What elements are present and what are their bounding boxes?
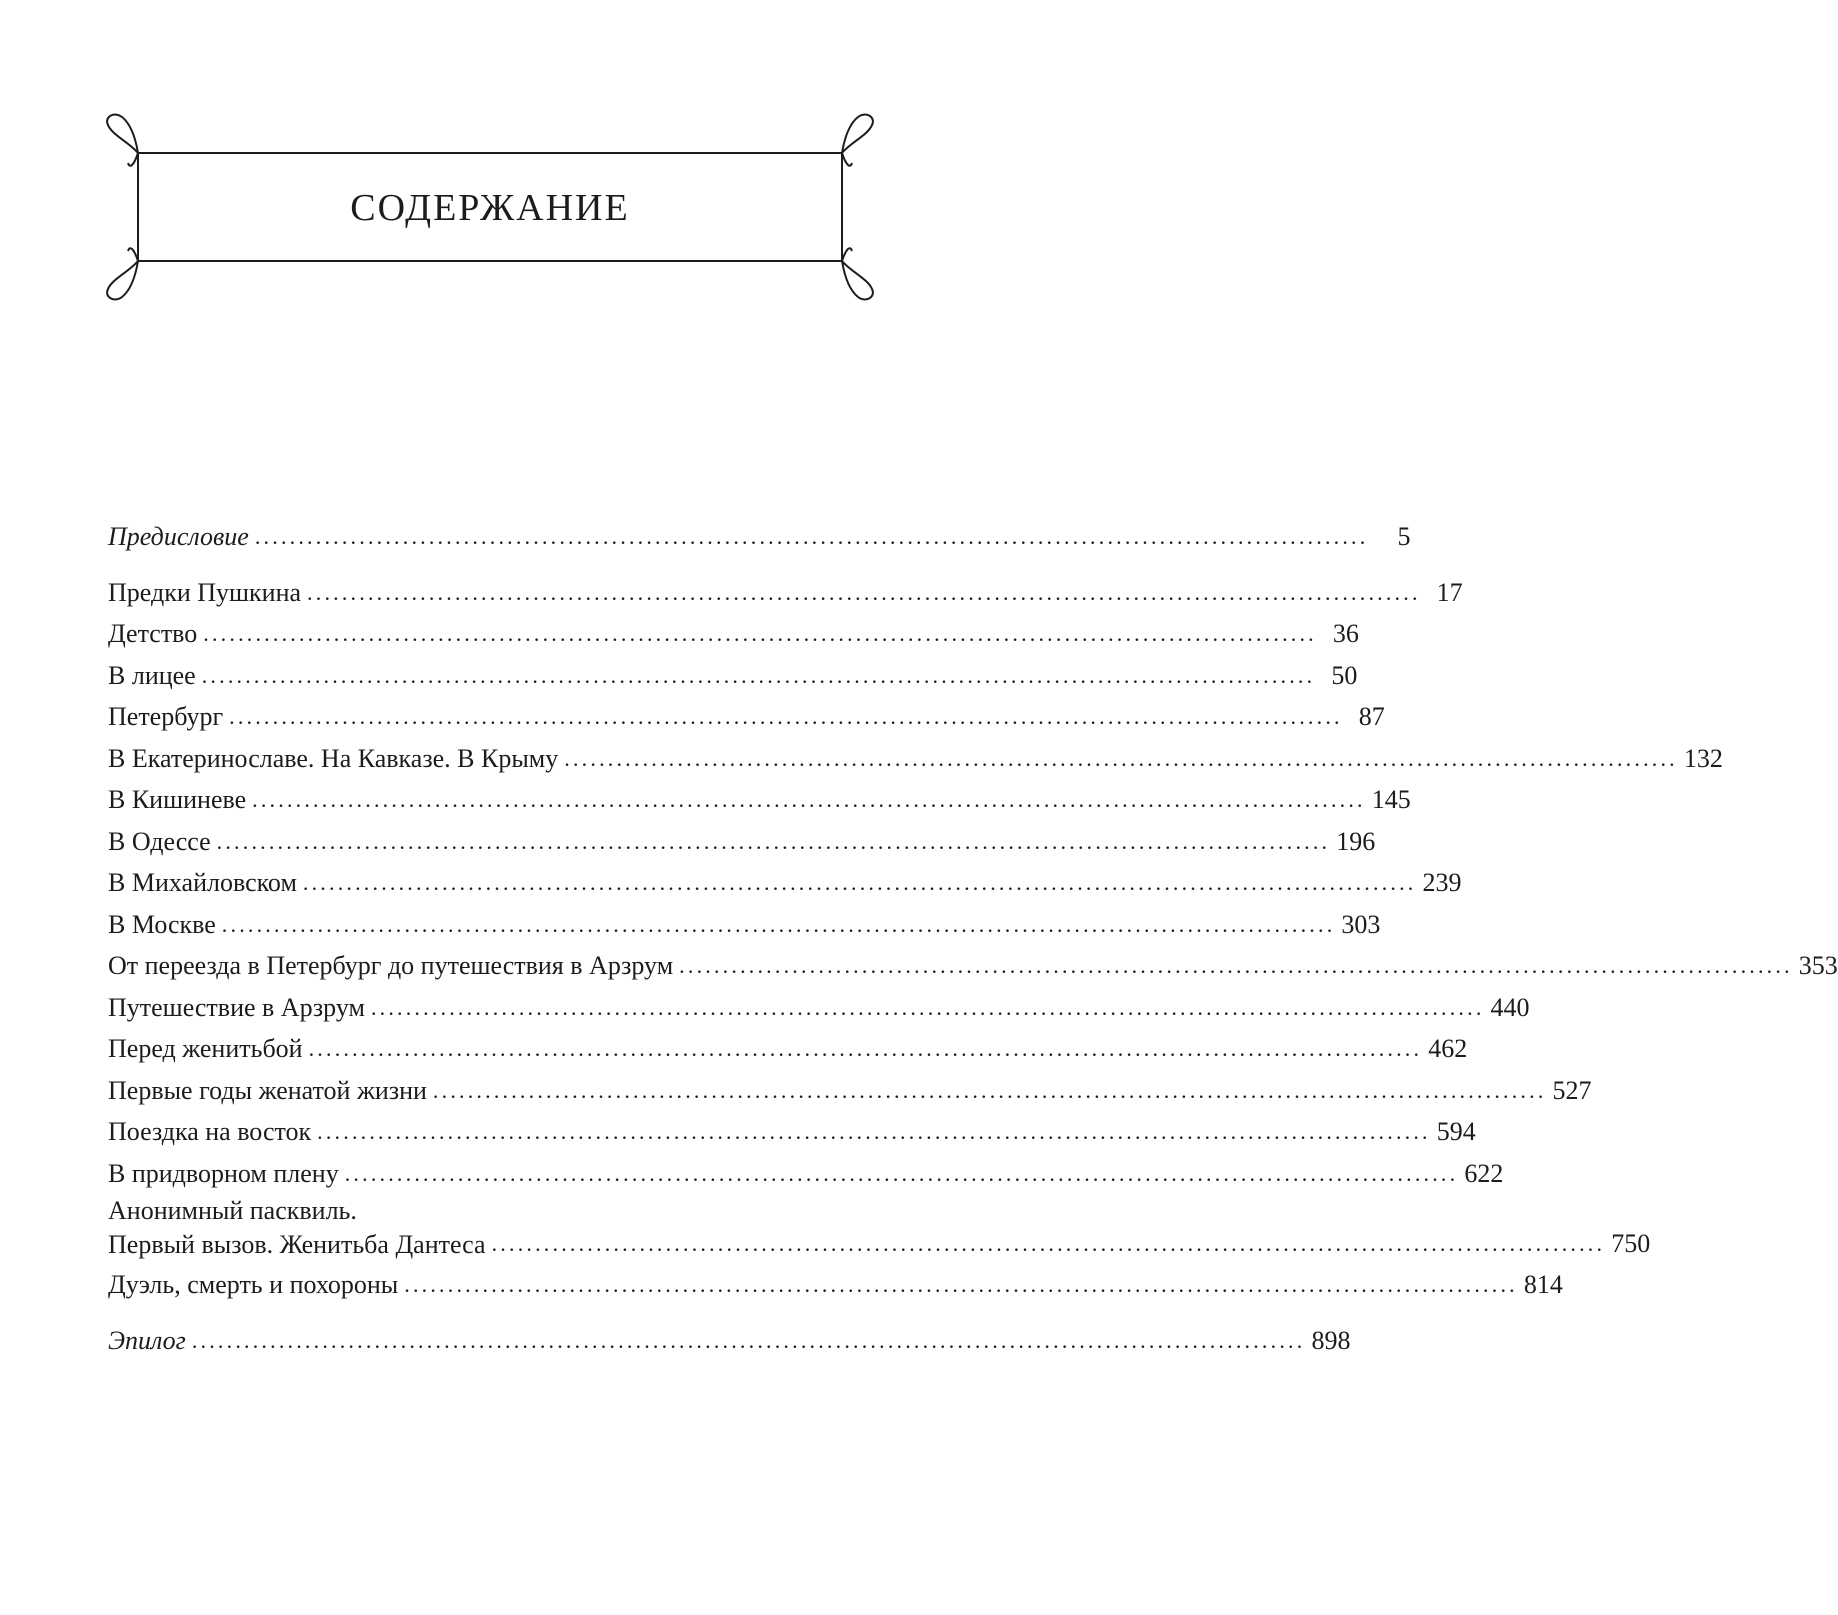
toc-entry[interactable]	[108, 987, 1530, 1029]
toc-entry-title: В Москве	[108, 909, 216, 939]
toc-entry-title: В лицее	[108, 660, 196, 690]
toc-entry-page: 239	[1422, 868, 1462, 897]
toc-entry-title: В Екатеринославе. На Кавказе. В Крыму	[108, 743, 559, 773]
toc-entry-page: 17	[1436, 577, 1463, 607]
toc-entry[interactable]	[108, 1028, 1468, 1070]
toc-entry-page: 440	[1490, 992, 1530, 1022]
toc-entry[interactable]	[108, 821, 1376, 863]
dot-leader: ................................................................................................................................	[317, 1119, 1431, 1144]
table-of-contents	[108, 516, 1838, 1361]
toc-entry[interactable]	[108, 572, 1463, 614]
toc-entry-page: 353	[1798, 951, 1838, 980]
toc-entry[interactable]	[108, 1070, 1592, 1112]
toc-entry-preface[interactable]	[108, 516, 1411, 558]
toc-entry[interactable]	[108, 1264, 1563, 1306]
toc-entry-title: В Михайловском	[108, 868, 297, 897]
dot-leader: ................................................................................................................................	[564, 745, 1678, 771]
toc-entry-title: В придворном плену	[108, 1158, 339, 1188]
toc-entry-page: 462	[1428, 1034, 1468, 1063]
toc-entry-page: 622	[1464, 1158, 1504, 1188]
toc-entry-title: В Одессе	[108, 826, 211, 856]
toc-entry-page: 5	[1397, 522, 1411, 551]
dot-leader: ................................................................................................................................	[252, 787, 1366, 812]
dot-leader: ................................................................................................................................	[302, 870, 1417, 895]
dot-leader: ................................................................................................................................	[221, 911, 1336, 937]
dot-leader: ................................................................................................................................	[203, 621, 1317, 646]
toc-entry-title: Дуэль, смерть и похороны	[108, 1270, 399, 1299]
page-title: СОДЕРЖАНИЕ	[350, 187, 630, 229]
toc-entry[interactable]	[108, 696, 1385, 738]
toc-entry-page: 527	[1552, 1075, 1592, 1105]
toc-entry-page: 87	[1358, 702, 1385, 731]
toc-entry[interactable]	[108, 1111, 1476, 1153]
toc-entry-page: 898	[1311, 1325, 1351, 1355]
toc-entry-page: 750	[1611, 1228, 1651, 1258]
toc-entry-title: Поездка на восток	[108, 1117, 312, 1146]
toc-entry[interactable]	[108, 1194, 1651, 1264]
toc-entry[interactable]	[108, 779, 1411, 821]
toc-entry-title: Предки Пушкина	[108, 577, 302, 607]
toc-entry[interactable]	[108, 655, 1358, 697]
dot-leader: ................................................................................................................................	[191, 1327, 1306, 1353]
dot-leader: ................................................................................................................................	[216, 828, 1331, 854]
dot-leader: ................................................................................................................................	[308, 1036, 1423, 1061]
dot-leader: ................................................................................................................................	[370, 994, 1485, 1020]
dot-leader: ................................................................................................................................	[491, 1230, 1606, 1256]
toc-entry[interactable]	[108, 945, 1838, 987]
toc-entry-title: Детство	[108, 619, 198, 648]
toc-entry-page: 814	[1523, 1270, 1563, 1299]
dot-leader: ................................................................................................................................	[254, 524, 1369, 549]
toc-entry-title	[108, 1194, 486, 1264]
toc-entry-title: От переезда в Петербург до путешествия в Арзрум	[108, 951, 674, 980]
toc-entry-title: Первые годы женатой жизни	[108, 1075, 427, 1105]
dot-leader: ................................................................................................................................	[679, 953, 1793, 978]
toc-entry-title: Эпилог	[108, 1325, 186, 1355]
toc-entry-title: Петербург	[108, 702, 224, 731]
dot-leader: ................................................................................................................................	[307, 579, 1421, 605]
toc-entry-page: 50	[1331, 660, 1358, 690]
dot-leader: ................................................................................................................................	[432, 1077, 1547, 1103]
dot-leader: ................................................................................................................................	[344, 1160, 1459, 1186]
toc-entry-title-line: Анонимный пасквиль.	[108, 1196, 357, 1225]
toc-entry[interactable]	[108, 613, 1359, 655]
toc-entry-page: 594	[1436, 1117, 1476, 1146]
toc-entry[interactable]	[108, 904, 1381, 946]
dot-leader: ................................................................................................................................	[229, 704, 1343, 729]
title-frame	[100, 115, 880, 315]
toc-entry[interactable]	[108, 862, 1462, 904]
toc-entry-title: Путешествие в Арзрум	[108, 992, 365, 1022]
toc-entry-page: 132	[1683, 743, 1723, 773]
toc-entry-title-line: Первый вызов. Женитьба Дантеса	[108, 1230, 486, 1259]
toc-entry-title: Перед женитьбой	[108, 1034, 303, 1063]
toc-entry[interactable]	[108, 738, 1723, 780]
toc-entry-page: 36	[1332, 619, 1359, 648]
toc-entry-title: Предисловие	[108, 522, 249, 551]
dot-leader: ................................................................................................................................	[201, 662, 1316, 688]
toc-entry-page: 303	[1341, 909, 1381, 939]
toc-entry[interactable]	[108, 1153, 1504, 1195]
toc-entry-epilogue[interactable]	[108, 1320, 1351, 1362]
toc-entry-page: 196	[1336, 826, 1376, 856]
toc-entry-page: 145	[1371, 785, 1411, 814]
dot-leader: ................................................................................................................................	[404, 1272, 1518, 1297]
toc-entry-title: В Кишиневе	[108, 785, 247, 814]
